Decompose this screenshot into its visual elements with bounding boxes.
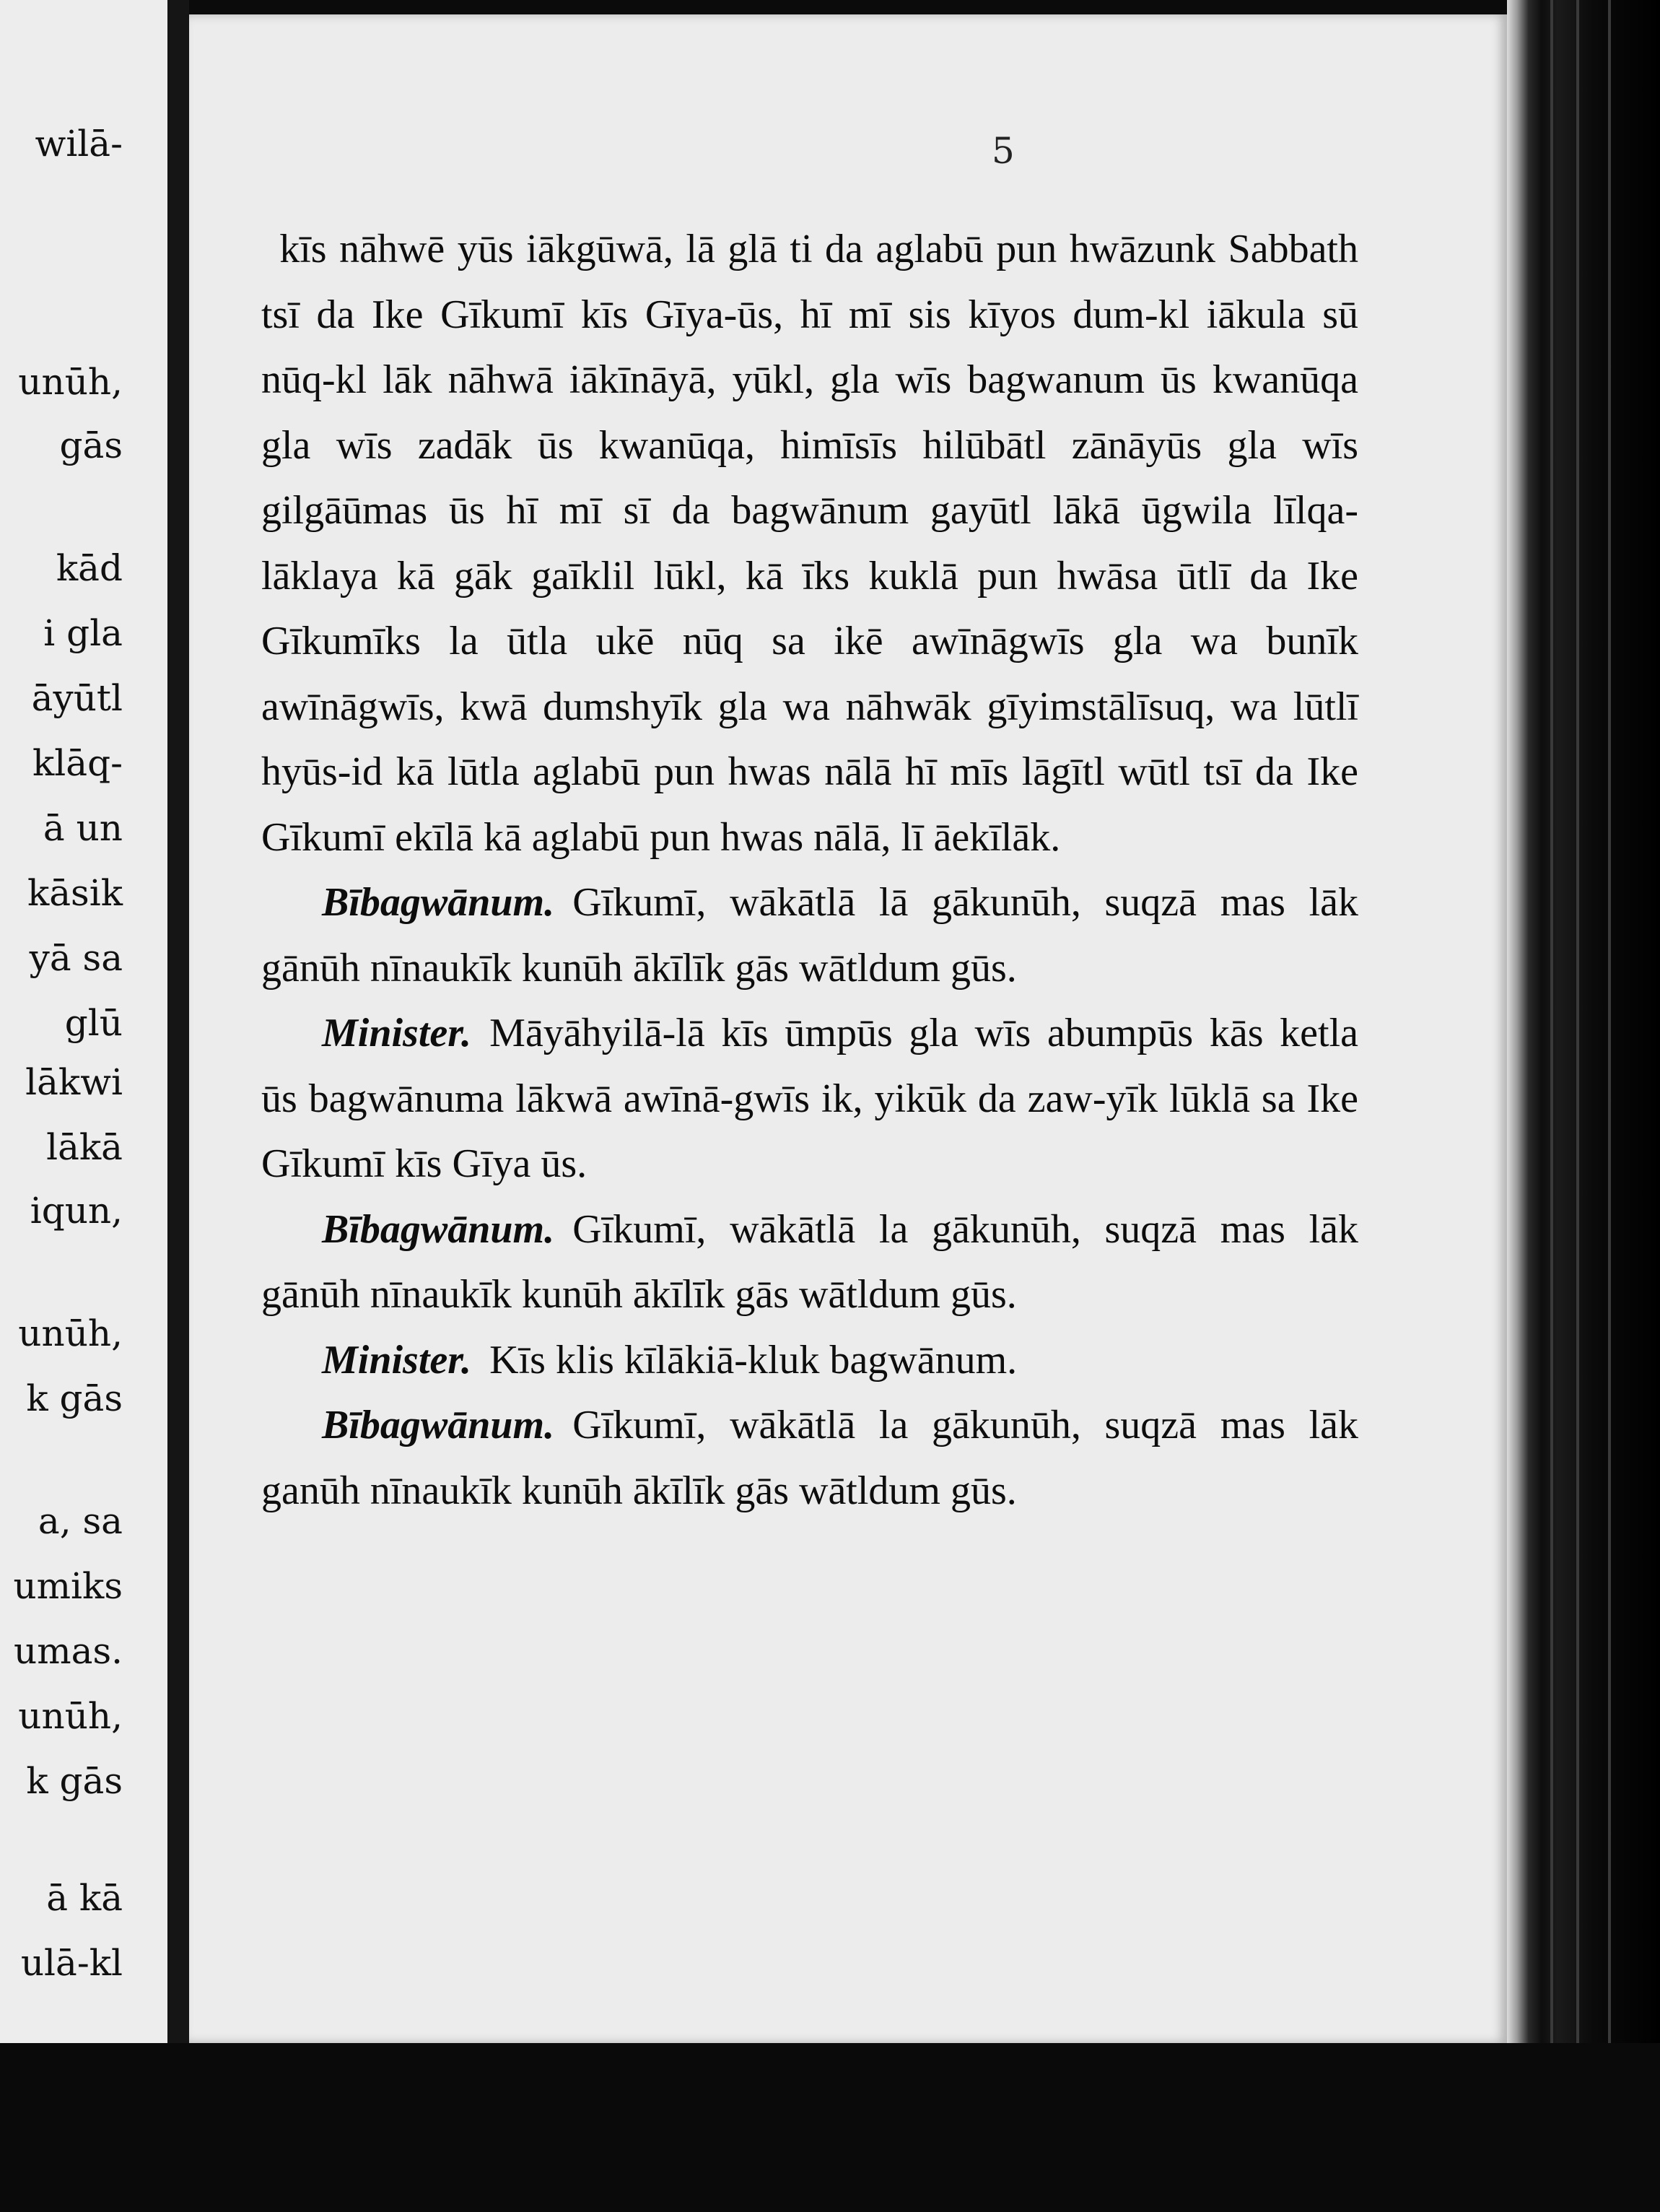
paragraph-text: Kīs klis kīlākiā-kluk bagwānum. <box>489 1337 1018 1382</box>
left-fragment: lākwi <box>25 1061 123 1103</box>
bottom-shadow <box>0 2043 1660 2212</box>
left-fragment: klāq- <box>32 742 123 784</box>
left-fragment: umiks <box>13 1565 123 1607</box>
paragraph-text: kīs nāhwē yūs iākgūwā, lā glā ti da aglabū pun hwāzunk Sabbath tsī da Ike Gīkumī kīs Gīya-ūs, hī mī sis kīyos dum-kl iākula sū nūq-kl lāk nāhwā iākīnāyā, yūkl, gla wīs bagwanum ūs kwanūqa gla wīs zadāk ūs kwanūqa, himīsīs hilūbātl zānāyūs gla wīs gilgāūmas ūs hī mī sī da bagwānum gayūtl lākā ūgwila līlqa-lāklaya kā gāk gaīklil lūkl, kā īks kuklā pun hwāsa ūtlī da Ike Gīkumīks la ūtla ukē nūq sa ikē awīnāgwīs gla wa bunīk awīnāgwīs, kwā dumshyīk gla wa nāhwāk gīyimstālīsuq, wa lūtlī hyūs-id kā lūtla aglabū pun hwas nālā hī mīs lāgītl wūtl tsī da Ike Gīkumī ekīlā kā aglabū pun hwas nālā, lī āekīlāk. <box>261 227 1358 860</box>
left-fragment: glū <box>64 1002 123 1044</box>
paragraph-text: Gīkumī, wākātlā lā gākunūh, suqzā mas lāk gānūh nīnaukīk kunūh ākīlīk gās wātldum gūs. <box>261 880 1358 990</box>
left-fragment: kāsik <box>27 872 123 914</box>
page-edges <box>1507 0 1660 2212</box>
edge-line <box>1550 0 1553 2212</box>
paragraph <box>261 217 1358 870</box>
paragraph <box>261 1001 1358 1197</box>
left-fragment: unūh, <box>18 361 123 403</box>
left-fragment: unūh, <box>18 1695 123 1737</box>
edge-line <box>1576 0 1579 2212</box>
left-fragment: gās <box>59 424 123 466</box>
left-fragment: ā kā <box>46 1877 123 1919</box>
paragraph-text: Māyāhyilā-lā kīs ūmpūs gla wīs abumpūs kās ketla ūs bagwānuma lākwā awīnā-gwīs ik, yikūk da zaw-yīk lūklā sa Ike Gīkumī kīs Gīya ūs. <box>261 1011 1358 1186</box>
left-fragment: āyūtl <box>31 677 123 719</box>
paragraph <box>261 1393 1358 1523</box>
page-body <box>261 217 1358 1523</box>
left-fragment: k gās <box>26 1760 123 1802</box>
book-gutter <box>167 0 189 2212</box>
speaker-label: Bībagwānum. <box>322 880 555 925</box>
left-fragment: yā sa <box>29 937 123 979</box>
left-fragment: ā un <box>43 807 123 849</box>
paragraph-text: Gīkumī, wākātlā la gākunūh, suqzā mas lāk ganūh nīnaukīk kunūh ākīlīk gās wātldum gūs. <box>261 1403 1358 1513</box>
speaker-label: Minister. <box>322 1011 471 1055</box>
edge-line <box>1608 0 1611 2212</box>
speaker-label: Bībagwānum. <box>322 1403 555 1447</box>
left-fragment: iqun, <box>30 1190 123 1232</box>
previous-page-edge <box>0 0 172 2079</box>
page-number: 5 <box>992 130 1015 172</box>
left-fragment: wilā- <box>35 123 123 165</box>
left-fragment: unūh, <box>18 1312 123 1354</box>
left-fragment: i gla <box>43 612 123 654</box>
left-fragment: ulā-kl <box>20 1942 123 1984</box>
paragraph-text: Gīkumī, wākātlā la gākunūh, suqzā mas lāk gānūh nīnaukīk kunūh ākīlīk gās wātldum gūs. <box>261 1206 1358 1317</box>
paragraph <box>261 1197 1358 1328</box>
left-fragment: k gās <box>26 1377 123 1419</box>
left-fragment: lākā <box>46 1126 123 1168</box>
paragraph <box>261 1328 1358 1393</box>
speaker-label: Bībagwānum. <box>322 1206 555 1252</box>
left-fragment: a, sa <box>38 1500 123 1542</box>
left-fragment: kād <box>56 547 123 589</box>
left-fragment: umas. <box>14 1630 123 1672</box>
paragraph <box>261 870 1358 1001</box>
speaker-label: Minister. <box>322 1337 471 1382</box>
